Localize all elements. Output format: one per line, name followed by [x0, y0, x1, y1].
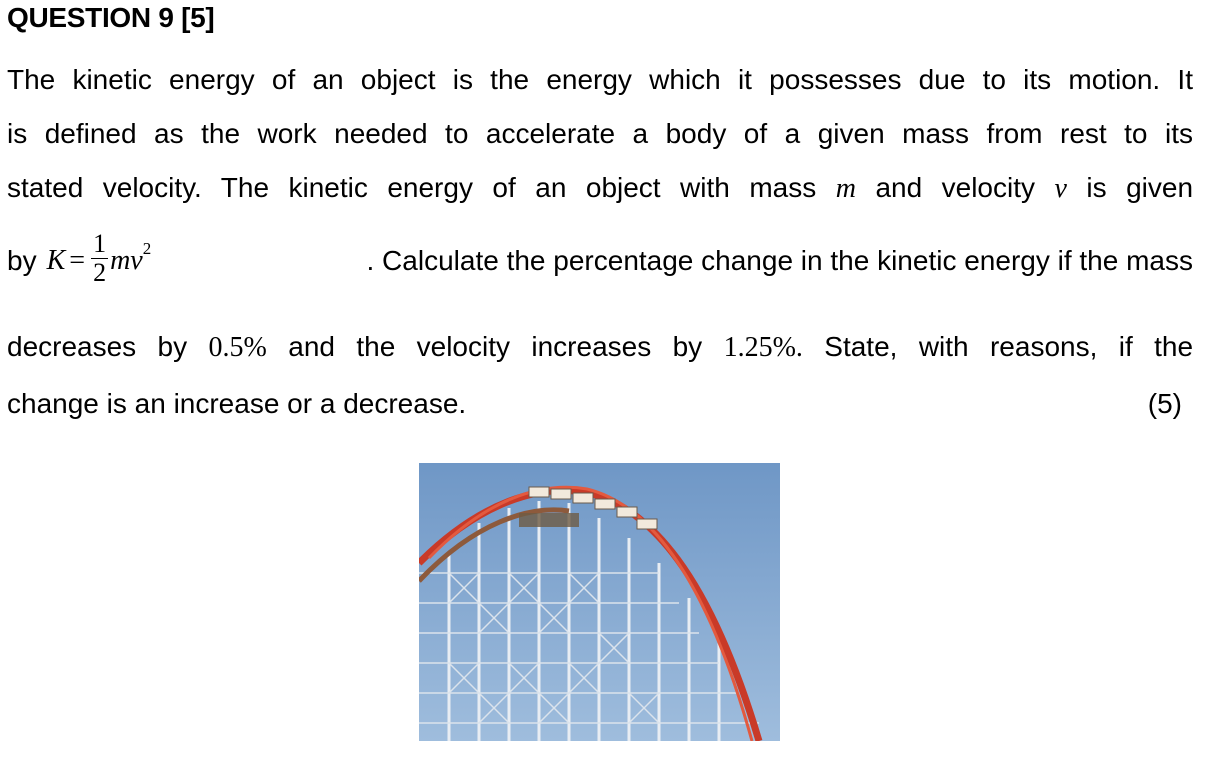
- formula-fraction: [91, 230, 108, 287]
- formula-k: K: [46, 244, 66, 276]
- text-segment: is given: [1086, 172, 1194, 203]
- roller-coaster-photo: [419, 463, 780, 741]
- velocity-symbol: v: [1054, 173, 1067, 204]
- text-segment: State, with reasons, if the: [824, 331, 1194, 362]
- question-text-line-5: [7, 331, 1193, 364]
- question-text-line-2: is defined as the work needed to accelerate a body of a given mass from rest to its: [7, 118, 1193, 149]
- question-heading: QUESTION 9 [5]: [7, 2, 215, 33]
- fraction-numerator: 1: [93, 229, 107, 258]
- question-text-line-4: [7, 229, 1193, 289]
- fraction-denominator: 2: [93, 258, 107, 287]
- text-segment: by: [7, 244, 37, 276]
- roller-coaster-illustration: [419, 463, 780, 741]
- text-segment: decreases by: [7, 331, 188, 362]
- text-segment: and the velocity increases by: [288, 331, 703, 362]
- velocity-change-value: 1.25%.: [723, 332, 803, 363]
- text-segment: . Calculate the percentage change in the kinetic energy if the mass: [366, 244, 1193, 276]
- marks-label: (5): [1147, 388, 1182, 419]
- formula-exponent: 2: [142, 238, 152, 258]
- mass-change-value: 0.5%: [208, 332, 267, 363]
- text-segment: and velocity: [875, 172, 1035, 203]
- formula-equals: =: [69, 244, 86, 276]
- text-segment: stated velocity. The kinetic energy of an object with mass: [7, 172, 817, 203]
- question-text-line-1: The kinetic energy of an object is the energy which it possesses due to its motion. It: [7, 64, 1193, 95]
- question-text-line-6: change is an increase or a decrease.: [7, 388, 467, 419]
- formula-mv: mv: [110, 244, 143, 276]
- question-text-line-3: [7, 172, 1193, 205]
- mass-symbol: m: [835, 173, 856, 204]
